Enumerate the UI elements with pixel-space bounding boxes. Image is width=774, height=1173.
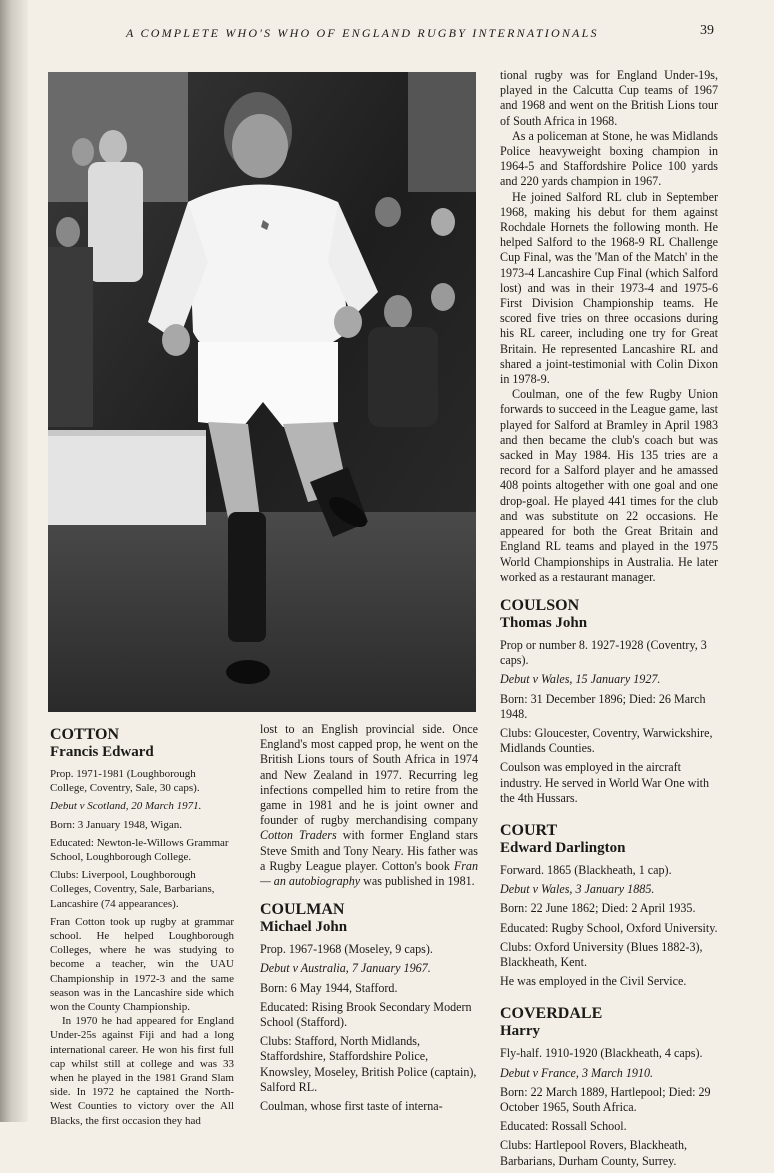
court-position: Forward. 1865 (Blackheath, 1 cap). (500, 862, 672, 877)
coulman-born: Born: 6 May 1944, Stafford. (260, 980, 398, 995)
entry-surname-coulman: COULMAN (260, 901, 345, 919)
coverdale-born: Born: 22 March 1889, Hartlepool; Died: 29 October 1965, South Africa. (500, 1084, 711, 1114)
cotton-bio-2: In 1970 he had appeared for England Under-25s against Fiji and had a long international career. He won his first full cap whilst still at college and was 33 when he played in the 1981 Grand Slam side. In 1972 he captained the North-West Counties to victory over the All Blacks, the first occasion they had (50, 1015, 234, 1127)
cotton-position: Prop. 1971-1981 (Loughborough College, Coventry, Sale, 30 caps). (50, 768, 200, 795)
entry-given-coverdale: Harry (500, 1023, 540, 1040)
coverdale-clubs: Clubs: Hartlepool Rovers, Blackheath, Barbarians, Durham County, Surrey. (500, 1138, 688, 1168)
court-born: Born: 22 June 1862; Died: 2 April 1935. (500, 901, 696, 916)
coulson-position: Prop or number 8. 1927-1928 (Coventry, 3 caps). (500, 637, 707, 668)
coulman-bio-start: Coulman, whose first taste of interna- (260, 1099, 443, 1114)
running-title: A COMPLETE WHO'S WHO OF ENGLAND RUGBY INTERNATIONALS (126, 26, 599, 40)
cotton-debut: Debut v Scotland, 20 March 1971. (50, 800, 202, 813)
coulman-debut: Debut v Australia, 7 January 1967. (260, 961, 431, 976)
court-bio: He was employed in the Civil Service. (500, 974, 687, 989)
entry-surname-coverdale: COVERDALE (500, 1005, 603, 1023)
page-gutter-shadow (0, 0, 28, 1122)
entry-surname-coulson: COULSON (500, 596, 580, 614)
cotton-book-title: Fran — an autobiography (260, 858, 478, 889)
coulman-bio-3: He joined Salford RL club in September 1968, making his debut for them against Rochdale Hornets the following month. He helped Salford to the 1968-9 RL Challenge Cup Final, was the 'Man of the Match' in the 1973-4 Lancashire Cup Final (which Salford lost) and was in their 1973-4 and 1975-6 First Division Championship teams. He scored five tries on three occasions during his RL career, including one try for Great Britain. He represented Lancashire RL and shared a joint-testimonial with Colin Dixon in 1978-9. (500, 189, 718, 387)
coulman-clubs: Clubs: Stafford, North Midlands, Staffordshire, Staffordshire Police, Knowsley, Moseley, British Police (captain), Salford RL. (260, 1034, 477, 1094)
cotton-educated: Educated: Newton-le-Willows Grammar School, Loughborough College. (50, 836, 229, 864)
coverdale-position: Fly-half. 1910-1920 (Blackheath, 4 caps). (500, 1046, 703, 1061)
coverdale-debut: Debut v France, 3 March 1910. (500, 1065, 654, 1080)
cotton-bio-continued (260, 722, 478, 889)
cotton-company-name: Cotton Traders (260, 828, 337, 843)
column-3 (500, 68, 718, 1173)
court-debut: Debut v Wales, 3 January 1885. (500, 882, 655, 897)
coulson-clubs: Clubs: Gloucester, Coventry, Warwickshire, Midlands Counties. (500, 725, 713, 756)
entry-given-coulson: Thomas John (500, 614, 588, 631)
entry-given-cotton: Francis Edward (50, 744, 154, 760)
cotton-born: Born: 3 January 1948, Wigan. (50, 818, 182, 831)
rugby-player-photo-illustration (48, 72, 476, 712)
coulson-bio: Coulson was employed in the aircraft industry. He served in World War One with the 4th Hussars. (500, 760, 710, 805)
court-clubs: Clubs: Oxford University (Blues 1882-3), Blackheath, Kent. (500, 939, 703, 969)
cotton-bio-text-b: with former England stars Steve Smith and Tony Neary. His father was a Rugby League player. Cotton's book (260, 828, 478, 873)
coulman-bio-4: Coulman, one of the few Rugby Union forwards to succeed in the League game, last played for Salford at Bramley in April 1983 and then became the club's coach but was sacked in May 1984. His 135 tries are a record for a Salford player and he amassed 408 points altogether with one goal and one drop-goal. He played 441 times for the club and was substitute on 22 occasions. He appeared for both the Great Britain and England RL teams and played in the 1975 World Championships in Australia. He later worked as a restaurant manager. (500, 387, 718, 584)
cotton-bio-text-c: was published in 1981. (363, 874, 475, 889)
cotton-clubs: Clubs: Liverpool, Loughborough Colleges, Coventry, Sale, Barbarians, Lancashire (74 appearances). (50, 869, 215, 910)
cotton-bio-text-a: lost to an English provincial side. Once England's most capped prop, he went on the British Lions tours of South Africa in 1974 and New Zealand in 1977. Recurring leg infections compelled him to retire from the game in 1981 and he is joint owner and founder of rugby merchandising company (260, 722, 478, 828)
coulman-bio-2: As a policeman at Stone, he was Midlands Police heavyweight boxing champion in 1964-5 and Staffordshire Police 100 yards and 220 yards champion in 1967. (500, 128, 718, 189)
entry-surname-cotton: COTTON (50, 726, 120, 743)
player-photo (48, 72, 476, 712)
coverdale-educated: Educated: Rossall School. (500, 1119, 627, 1134)
coulson-born: Born: 31 December 1896; Died: 26 March 1948. (500, 691, 706, 721)
entry-surname-court: COURT (500, 821, 558, 839)
court-educated: Educated: Rugby School, Oxford University. (500, 920, 718, 935)
coulman-bio-1: tional rugby was for England Under-19s, played in the Calcutta Cup teams of 1967 and 1968 and went on the British Lions tour of South Africa in 1968. (500, 68, 718, 128)
coulson-debut: Debut v Wales, 15 January 1927. (500, 672, 661, 687)
column-2 (260, 722, 478, 1114)
coulman-educated: Educated: Rising Brook Secondary Modern School (Stafford). (260, 999, 472, 1030)
entry-given-court: Edward Darlington (500, 839, 626, 856)
entry-given-coulman: Michael John (260, 919, 348, 936)
coulman-position: Prop. 1967-1968 (Moseley, 9 caps). (260, 942, 433, 957)
column-1 (50, 726, 234, 1128)
page-number: 39 (700, 23, 714, 38)
cotton-bio-1: Fran Cotton took up rugby at grammar school. He helped Loughborough Colleges, where he was studying to become a teacher, win the UAU Championship in 1972-3 and the same season was in the Lancashire side which won the County Championship. (50, 915, 234, 1014)
